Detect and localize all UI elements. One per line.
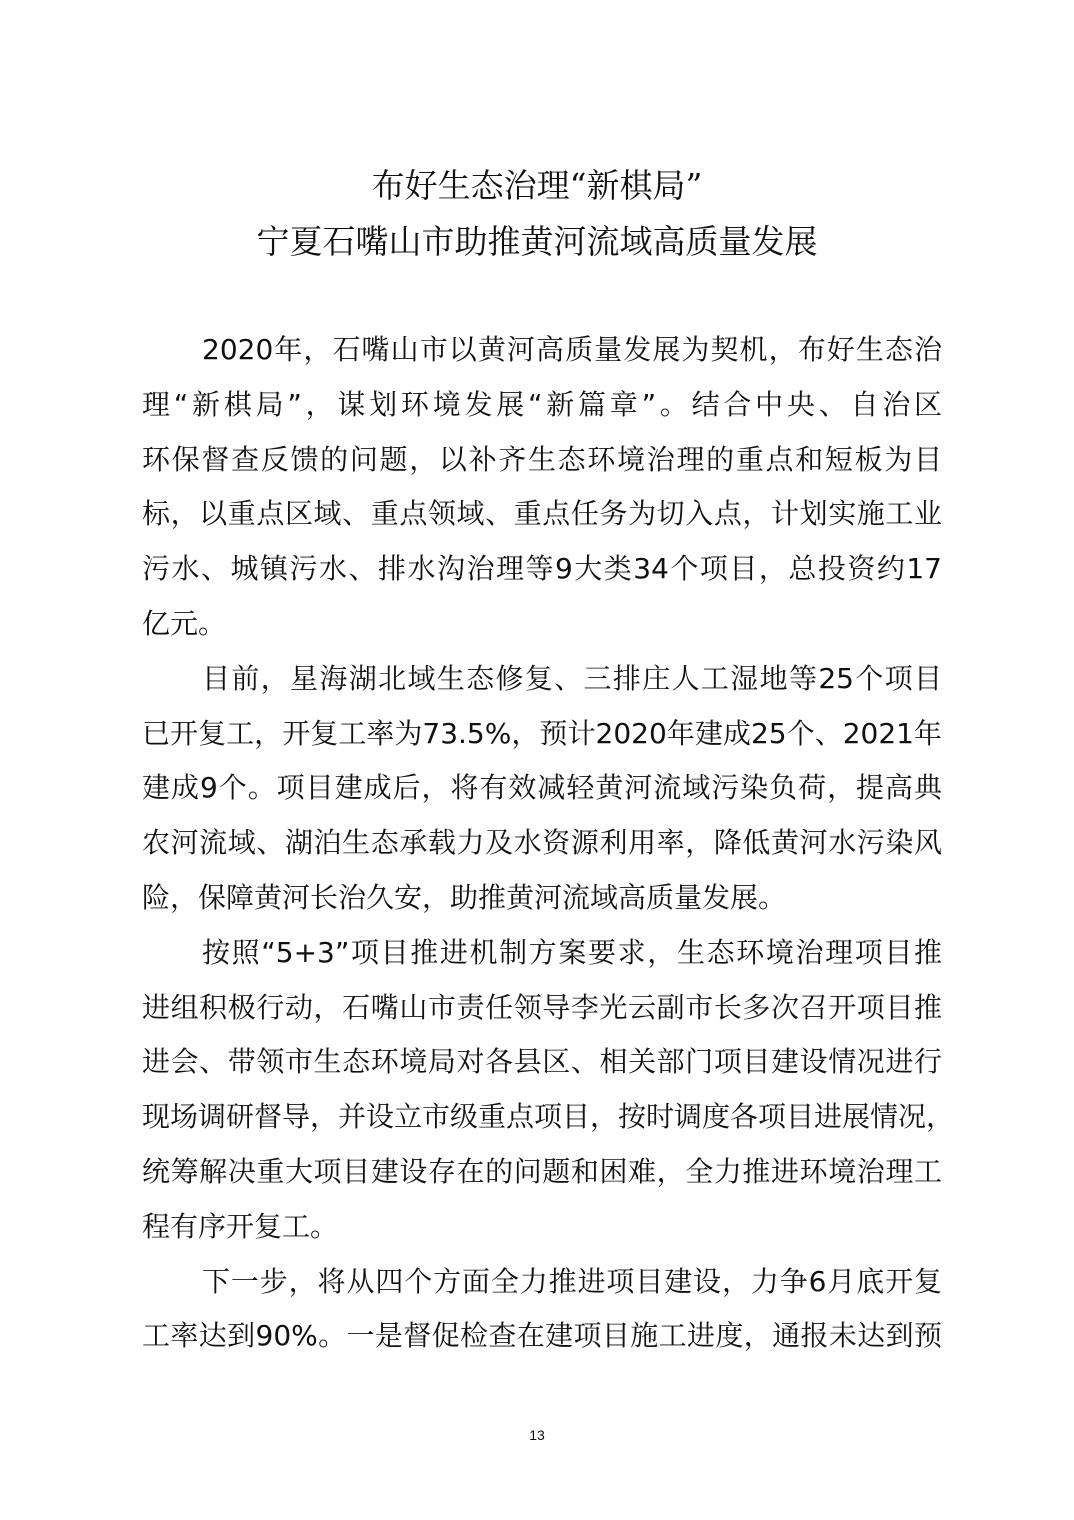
paragraph-line: 现场调研督导，并设立市级重点项目，按时调度各项目进展情况，	[142, 1100, 955, 1134]
paragraph-3	[142, 926, 955, 1255]
paragraph-line: 建成9个。项目建成后，将有效减轻黄河流域污染负荷，提高典	[142, 771, 942, 805]
paragraph-line: 程有序开复工。	[142, 1209, 339, 1243]
paragraph-line: 目前，星海湖北域生态修复、三排庄人工湿地等25个项目	[202, 661, 942, 695]
paragraph-line: 统筹解决重大项目建设存在的问题和困难，全力推进环境治理工	[142, 1154, 942, 1188]
document-title	[0, 158, 1074, 270]
paragraph-line: 按照“5+3”项目推进机制方案要求，生态环境治理项目推	[202, 935, 942, 969]
document-body	[142, 323, 955, 1364]
paragraph-line: 进会、带领市生态环境局对各县区、相关部门项目建设情况进行	[142, 1045, 942, 1079]
paragraph-2	[142, 652, 942, 926]
paragraph-line: 工率达到90%。一是督促检查在建项目施工进度，通报未达到预	[142, 1319, 942, 1353]
paragraph-line: 农河流域、湖泊生态承载力及水资源利用率，降低黄河水污染风	[142, 826, 942, 860]
paragraph-line: 环保督查反馈的问题，以补齐生态环境治理的重点和短板为目	[142, 442, 942, 476]
paragraph-line: 下一步，将从四个方面全力推进项目建设，力争6月底开复	[202, 1264, 942, 1298]
paragraph-4	[142, 1255, 942, 1365]
paragraph-line: 险，保障黄河长治久安，助推黄河流域高质量发展。	[142, 880, 787, 914]
paragraph-line: 已开复工，开复工率为73.5%，预计2020年建成25个、2021年	[142, 716, 942, 750]
paragraph-line: 污水、城镇污水、排水沟治理等9大类34个项目，总投资约17	[142, 552, 942, 586]
paragraph-1	[142, 323, 942, 652]
paragraph-line: 2020年，石嘴山市以黄河高质量发展为契机，布好生态治	[202, 333, 942, 366]
paragraph-line: 标，以重点区域、重点领域、重点任务为切入点，计划实施工业	[142, 497, 942, 531]
title-line-2: 宁夏石嘴山市助推黄河流域高质量发展	[256, 222, 818, 261]
paragraph-line: 进组积极行动，石嘴山市责任领导李光云副市长多次召开项目推	[142, 990, 942, 1024]
title-line-1: 布好生态治理“新棋局”	[371, 166, 703, 205]
page-number: 13	[529, 1427, 545, 1443]
paragraph-line: 理“新棋局”，谋划环境发展“新篇章”。结合中央、自治区	[142, 387, 942, 421]
paragraph-line: 亿元。	[142, 606, 227, 640]
